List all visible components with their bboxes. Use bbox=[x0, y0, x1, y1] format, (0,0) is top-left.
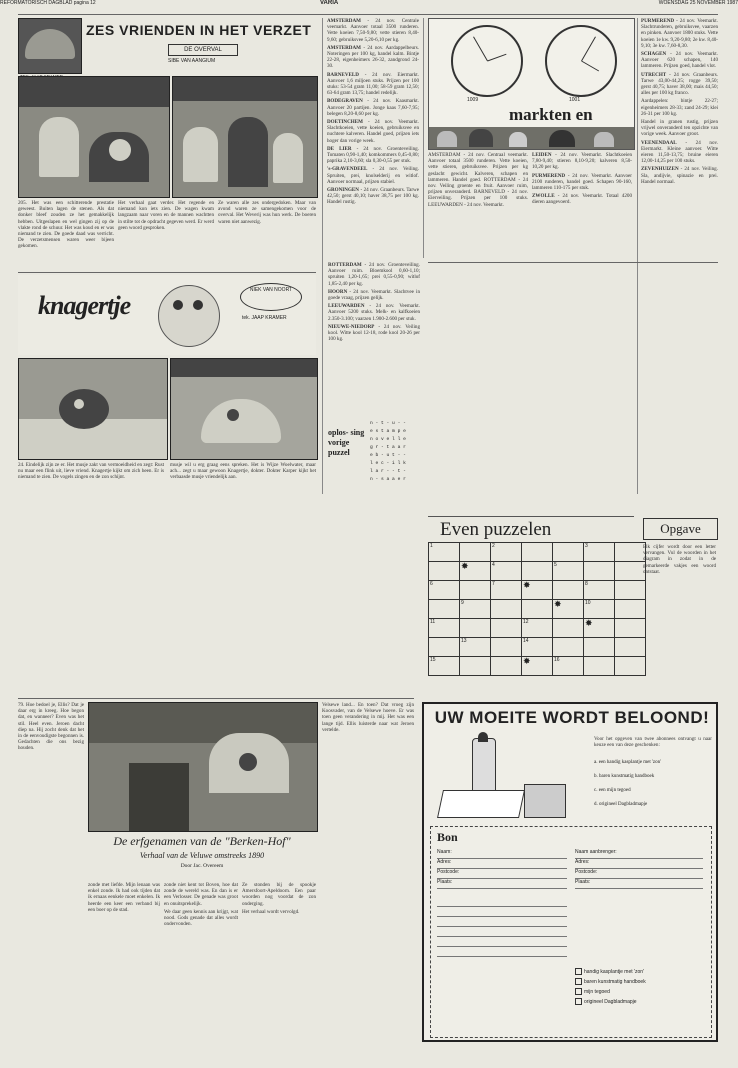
ad-gift-item: c. een mijn tegoed bbox=[594, 788, 631, 793]
markets-title: markten en bbox=[509, 105, 593, 124]
header-date: WOENSDAG 25 NOVEMBER 1987 bbox=[658, 0, 738, 6]
coupon-extra-field[interactable] bbox=[437, 907, 567, 917]
ad-gift-list bbox=[594, 756, 712, 812]
story-author: Door Jac. Overeem bbox=[180, 863, 224, 869]
puzzle-cell[interactable] bbox=[460, 657, 491, 676]
coupon-extra-field[interactable] bbox=[437, 937, 567, 947]
puzzle-cell[interactable] bbox=[491, 638, 522, 657]
coupon-check-4[interactable]: origineel Dagbladmapje bbox=[575, 997, 703, 1007]
header-rule bbox=[18, 14, 718, 15]
clock-left-label: 1009 bbox=[467, 97, 479, 103]
coupon-check-1[interactable]: handig kasplantje met 'zon' bbox=[575, 967, 703, 977]
story-rule bbox=[18, 698, 414, 699]
puzzle-cell-11[interactable]: 11 bbox=[429, 619, 460, 638]
coupon-check-3[interactable]: mijn tegoed bbox=[575, 987, 703, 997]
ad-intro: Voor het opgeven van twee abonnees ontvangt u naar keuze een van deze geschenken: bbox=[594, 736, 712, 749]
coupon-city-field[interactable]: Plaats: bbox=[437, 879, 567, 889]
coupon-address-field[interactable]: Adres: bbox=[437, 859, 567, 869]
puzzle-cell-13[interactable]: 13 bbox=[460, 638, 491, 657]
coupon-fields-more bbox=[437, 897, 567, 1027]
header-left: REFORMATORISCH DAGBLAD pagina 12 bbox=[0, 0, 96, 6]
market-report-col4: PURMEREND - 24 nov. Veemarkt. Slachtrunderen, gebruiksvee, vaarzen en pinken. Aanvoer 1800 stuks. Vette koeien 1e kw. 9,20-9,80; 2e kw. 8,40-9,10; 3e kw. 7,60-8,30. SCHAGEN - 24 nov. Veemarkt. Aanvoer 620 schapen, 140 lammeren. Prijzen goed, handel vlot. UTRECHT - 24 nov. Graanbeurs. Tarwe 43,00-44,25; rogge 39,50; gerst 40,75; haver 38,00; mais 44,50; alles per 100 kg franco. Aardappelen: bintje 22-27; eigenheimers 28-33; zand 24-29; klei 26-31 per 100 kg. Handel in granen rustig, prijzen vrijwel onveranderd ten opzichte van vorige week. Aanvoer groot. VEENENDAAL - 24 nov. Eiermarkt. Kleine aanvoer. Witte eieren 11,50-13,75; bruine eieren 12,00-14,25 per 100 stuks. ZEVENHUIZEN - 24 nov. Veiling. Sla, andijvie, spinazie en prei. Handel normaal. bbox=[641, 18, 718, 185]
story-text-col2: zonde met liefde. Mijn lenaan was enkel zonde. Ik had ook tijden dat ik ernaas eenkele moet enkelen. Ik heerde een keer een verband bij een boer op de stad. bbox=[88, 882, 160, 913]
puzzle-cell[interactable] bbox=[491, 600, 522, 619]
puzzle-cell[interactable] bbox=[584, 657, 615, 676]
puzzle-cell-3[interactable]: 3 bbox=[584, 543, 615, 562]
oplossing-row: n - s a a e r bbox=[370, 477, 406, 482]
oplossing-row: g r - t a a r bbox=[370, 445, 406, 450]
comic-title: ZES VRIENDEN IN HET VERZET bbox=[86, 22, 312, 38]
knagertje-text-col2: musje wil u erg graag eens spreken. Het is Wijze Woelwater, maar ach... zegt u maar gewoon Knagertje, dokter. Dokter Karper kijkt het verbaasde musje vriendelijk aan. bbox=[170, 462, 316, 481]
puzzle-cell[interactable] bbox=[429, 562, 460, 581]
market-report-col2: AMSTERDAM - 24 nov. Centraal veemarkt. Aanvoer totaal 3500 runderen. Vette koeien, vette stieren, gebruiksvee. Prijzen per kg geslacht gewicht. Kalveren, schapen en lammeren. Handel goed. ROTTERDAM - 24 nov. Veiling groente en fruit. Aanvoer ruim, prijzen onveranderd. BARNEVELD - 24 nov. Eierveiling. Prijzen per 100 stuks. LEEUWARDEN - 24 nov. Veemarkt. bbox=[428, 152, 528, 208]
market-report-col1-cont: ROTTERDAM - 24 nov. Groenteveiling. Aanvoer ruim. Bloemkool 0,60-1,10; spruiten 1,20-1,65; prei 0,55-0,90; witlof 1,85-2,40 per kg. HOORN - 24 nov. Veemarkt. Slachtvee in goede vraag, prijzen gelijk. LEEUWARDEN - 24 nov. Veemarkt. Aanvoer 5200 stuks. Melk- en kalfkoeien 2.350-3.100; vaarzen 1.900-2.600 per stuk. NIEUWE-NIEDORP - 24 nov. Veiling kool. Witte kool 12-18, rode kool 20-26 per 100 kg. bbox=[328, 262, 420, 343]
oplossing-box bbox=[328, 420, 420, 490]
puzzle-cell-star: ✸ bbox=[522, 657, 553, 676]
puzzle-cell[interactable] bbox=[553, 543, 584, 562]
knagertje-panel-2 bbox=[170, 358, 318, 460]
oplossing-row: e s t a m p e bbox=[370, 429, 406, 434]
coupon bbox=[430, 826, 712, 1038]
puzzle-cell-7[interactable]: 7 bbox=[491, 581, 522, 600]
puzzle-cell-9[interactable]: 9 bbox=[460, 600, 491, 619]
story-text-left: 79. Hoe bedoel je, Ellis? Dat je daar erg in kreeg. Hoe begon dat, en wanneer? Even was het stil. Heel even. Jeroen dacht diep na. Hij zocht denk dat het in de eenvoudigste begonnen is. Gedachten die ons bezig houden. bbox=[18, 702, 84, 752]
knagertje-text-col1: 24. Eindelijk zijn ze er. Het musje zakt van vermoeidheid en zegt: Rust nu maar een flink uit, lieve vriend. Knagertje kijkt om zich heen. Er is niemand te zien. De vogels zingen en de zon schijnt. bbox=[18, 462, 164, 481]
coupon-referrer-name-field[interactable]: Naam aanbrenger: bbox=[575, 849, 703, 859]
oplossing-grid bbox=[370, 420, 420, 484]
puzzle-cell[interactable] bbox=[522, 562, 553, 581]
story-heading bbox=[88, 834, 316, 878]
knagertje-artist: tek. JAAP KRAMER bbox=[242, 315, 287, 321]
puzzle-cell-star: ✸ bbox=[522, 581, 553, 600]
coupon-title: Bon bbox=[437, 830, 458, 844]
puzzle-cell[interactable] bbox=[553, 638, 584, 657]
column-divider-2 bbox=[423, 18, 424, 258]
puzzle-cell-12[interactable]: 12 bbox=[522, 619, 553, 638]
opgave-title: Opgave bbox=[660, 521, 701, 536]
puzzle-cell-star: ✸ bbox=[553, 600, 584, 619]
oplossing-row: l e c - i l k bbox=[370, 461, 406, 466]
puzzle-cell-16[interactable]: 16 bbox=[553, 657, 584, 676]
market-clock-right bbox=[545, 25, 617, 97]
comic-episode: DE OVERVAL bbox=[168, 44, 238, 56]
story-subtitle: Verhaal van de Veluwe omstreeks 1890 bbox=[139, 851, 265, 860]
story-text-mid: Velsewe land... En toen? Dat vroeg zijn Koosvader, van de Velsewe hoeve. Er was toen geen verandering in mij. Het was een lange tijd. Ellis luisterde naar wat Jeroen vertelde. bbox=[322, 702, 414, 733]
clock-right-label: 1001 bbox=[569, 97, 581, 103]
puzzle-cell[interactable] bbox=[522, 543, 553, 562]
puzzle-cell-14[interactable]: 14 bbox=[522, 638, 553, 657]
ad-title: UW MOEITE WORDT BELOOND! bbox=[434, 708, 710, 727]
puzzle-cell-1[interactable]: 1 bbox=[429, 543, 460, 562]
comic-text-col2: Het verhaal gaat verder. Het regende en niemand kon iets zien. De wagen kwam langzaam naar voren en de mannen wachtten in stilte tot de opdracht gegeven werd. Er werd geen woord gesproken. bbox=[118, 200, 214, 231]
puzzle-cell[interactable] bbox=[460, 619, 491, 638]
coupon-check-2[interactable]: baren kunstmatig handboek bbox=[575, 977, 703, 987]
column-divider-1 bbox=[322, 18, 323, 494]
puzzle-header bbox=[428, 516, 634, 541]
puzzle-cell[interactable] bbox=[553, 619, 584, 638]
market-report-col1: AMSTERDAM - 24 nov. Centrale veemarkt. Aanvoer totaal 3500 runderen. Vette koeien 7,50-9,80; vette stieren 8,40-9,60; gebruiksvee 5,20-6,10 per kg. AMSTERDAM - 24 nov. Aardappelbeurs. Noteringen per 100 kg, handel kalm. Bintje 22-28, eigenheimers 26-32, zandgrond 24-30. BARNEVELD - 24 nov. Eiermarkt. Aanvoer 1,6 miljoen stuks. Prijzen per 100 stuks: 53-54 gram 11,00; 58-59 gram 12,50; 63-64 gram 13,75; handel redelijk. BODEGRAVEN - 24 nov. Kaasmarkt. Aanvoer 20 partijen. Jonge kaas 7,60-7,95; belegen 8,20-8,60 per kg. DOETINCHEM - 24 nov. Veemarkt. Slachtkoeien, vette koeien, gebruiksvee en nuchtere kalveren. Handel goed, prijzen iets hoger dan vorige week. DE LIER - 24 nov. Groenteveiling. Tomaten 0,90-1,40; komkommers 0,45-0,80; paprika 2,10-3,60; sla 0,30-0,55 per stuk. 's-GRAVENDEEL - 24 nov. Veiling. Spruiten, prei, knolselderij en witlof. Aanvoer normaal, prijzen stabiel. GRONINGEN - 24 nov. Graanbeurs. Tarwe 42,50; gerst 40,10; haver 38,75 per 100 kg. Handel rustig. bbox=[327, 18, 419, 206]
markets-banner-image bbox=[429, 127, 634, 149]
column-divider-3 bbox=[637, 18, 638, 494]
opgave-box bbox=[641, 518, 718, 664]
comic-author: SIBE VAN AANGIUM bbox=[168, 58, 216, 64]
puzzle-cell[interactable] bbox=[429, 600, 460, 619]
puzzle-cell-6[interactable]: 6 bbox=[429, 581, 460, 600]
markets-banner bbox=[428, 18, 635, 150]
puzzle-cell-star: ✸ bbox=[460, 562, 491, 581]
story-text-col4: Ze stonden bij de spookje Amersfoort-Apeldoorn. Een paar woorden nog voordat de zon onderging. Het verhaal wordt vervolgd. bbox=[242, 882, 316, 915]
puzzle-rule bbox=[428, 262, 718, 263]
comic-title-banner bbox=[18, 18, 316, 74]
puzzle-grid bbox=[428, 542, 646, 676]
story-illustration bbox=[88, 702, 318, 832]
comic-panel-1 bbox=[18, 76, 170, 198]
opgave-text: Elk cijfer wordt door een letter vervangen. Vul de woorden in het diagram in zodat in de gemarkeerde vakjes een woord ontstaat. bbox=[643, 544, 716, 575]
puzzle-cell[interactable] bbox=[460, 581, 491, 600]
oplossing-row: e b - u t - - bbox=[370, 453, 406, 458]
knagertje-author-bubble bbox=[240, 283, 302, 311]
story-text-col3: zonde niet kent tot Boven, hoe dat zonde de wereld was. En dan is er een Verlosser. De genade was groot en onuitsprekelijk. We daar geen kennis aan krijgt, wat nood. Gods genade dat alles wordt ondervonden. bbox=[164, 882, 238, 928]
puzzle-cell[interactable] bbox=[553, 581, 584, 600]
knagertje-banner bbox=[18, 275, 316, 355]
opgave-title-box bbox=[643, 518, 718, 540]
knagertje-rule bbox=[18, 272, 316, 273]
ad-gift-item: a. een handig kasplantje met 'zon' bbox=[594, 760, 662, 765]
puzzle-cell[interactable] bbox=[491, 619, 522, 638]
puzzle-cell[interactable] bbox=[584, 562, 615, 581]
coupon-subscriber-fields bbox=[437, 849, 567, 889]
knagertje-mouse-illustration bbox=[158, 285, 220, 347]
knagertje-author: NIEK VAN NOORT bbox=[249, 287, 293, 293]
market-clock-left bbox=[451, 25, 523, 97]
coupon-gift-choices bbox=[575, 967, 703, 1007]
puzzle-cell-4[interactable]: 4 bbox=[491, 562, 522, 581]
comic-panel-2 bbox=[172, 76, 318, 198]
coupon-referrer-city-field[interactable]: Plaats: bbox=[575, 879, 703, 889]
oplossing-row: l a r - - t - bbox=[370, 469, 406, 474]
coupon-extra-field[interactable] bbox=[437, 927, 567, 937]
page-header bbox=[0, 0, 738, 10]
market-report-col3: LEIDEN - 24 nov. Veemarkt. Slachtkoeien 7,80-9,40; stieren 8,10-9,20; kalveren 8,50-10,20 per kg. PURMEREND - 24 nov. Veemarkt. Aanvoer 2100 runderen, handel goed. Schapen 90-160, lammeren 110-175 per stuk. ZWOLLE - 24 nov. Veemarkt. Totaal 4200 dieren aangevoerd. bbox=[532, 152, 632, 206]
coupon-postcode-field[interactable]: Postcode: bbox=[437, 869, 567, 879]
puzzle-cell[interactable] bbox=[584, 638, 615, 657]
oplossing-row: n - t - u - - bbox=[370, 421, 406, 426]
puzzle-cell-8[interactable]: 8 bbox=[584, 581, 615, 600]
ad-gift-item: b. baren kunstmatig handboek bbox=[594, 774, 655, 779]
coupon-name-field[interactable]: Naam: bbox=[437, 849, 567, 859]
puzzle-cell-5[interactable]: 5 bbox=[553, 562, 584, 581]
knagertje-panel-1 bbox=[18, 358, 168, 460]
puzzle-cell[interactable] bbox=[522, 600, 553, 619]
comic-text-col1: 205. Het was een schitterende prestatie geweest. Buiten lagen de stenen. Als dat donker bleef zouden ze het gemakkelijk hebben. Uitgeslapen en wel gingen zij op de vlakte rond de schuur. Het was koud en er was niemand te zien. De goede daad was verricht. De verzetsmensen waren weer bijeen gekomen. bbox=[18, 200, 114, 250]
coupon-referrer-postcode-field[interactable]: Postcode: bbox=[575, 869, 703, 879]
puzzle-title: Even puzzelen bbox=[440, 519, 552, 540]
puzzle-cell-2[interactable]: 2 bbox=[491, 543, 522, 562]
puzzle-cell[interactable] bbox=[429, 638, 460, 657]
puzzle-cell-10[interactable]: 10 bbox=[584, 600, 615, 619]
coupon-referrer-address-field[interactable]: Adres: bbox=[575, 859, 703, 869]
header-section: VARIA bbox=[320, 0, 339, 6]
ad-gifts-illustration bbox=[434, 738, 574, 818]
oplossing-row: n o v e l l e bbox=[370, 437, 406, 442]
coupon-extra-field[interactable] bbox=[437, 897, 567, 907]
ad-gift-item: d. origineel Dagbladmapje bbox=[594, 802, 648, 807]
oplossing-title: oplos- sing vorige puzzel bbox=[328, 428, 365, 457]
coupon-extra-field[interactable] bbox=[437, 917, 567, 927]
puzzle-cell[interactable] bbox=[491, 657, 522, 676]
coupon-referrer-fields bbox=[575, 849, 703, 889]
story-title: De erfgenamen van de "Berken-Hof" bbox=[113, 834, 291, 848]
puzzle-cell-star: ✸ bbox=[584, 619, 615, 638]
knagertje-title: knagertje bbox=[38, 291, 131, 320]
comic-title-illustration bbox=[18, 18, 82, 74]
subscription-ad bbox=[422, 702, 718, 1042]
comic-text-col3: Ze waren alle zes ondergedoken. Maar van avond waren ze samengekomen voor de overval. Het Weverij was hun werk. De boeren waren niet aanwezig. bbox=[218, 200, 316, 225]
coupon-extra-field[interactable] bbox=[437, 947, 567, 957]
puzzle-cell[interactable] bbox=[460, 543, 491, 562]
puzzle-cell-15[interactable]: 15 bbox=[429, 657, 460, 676]
